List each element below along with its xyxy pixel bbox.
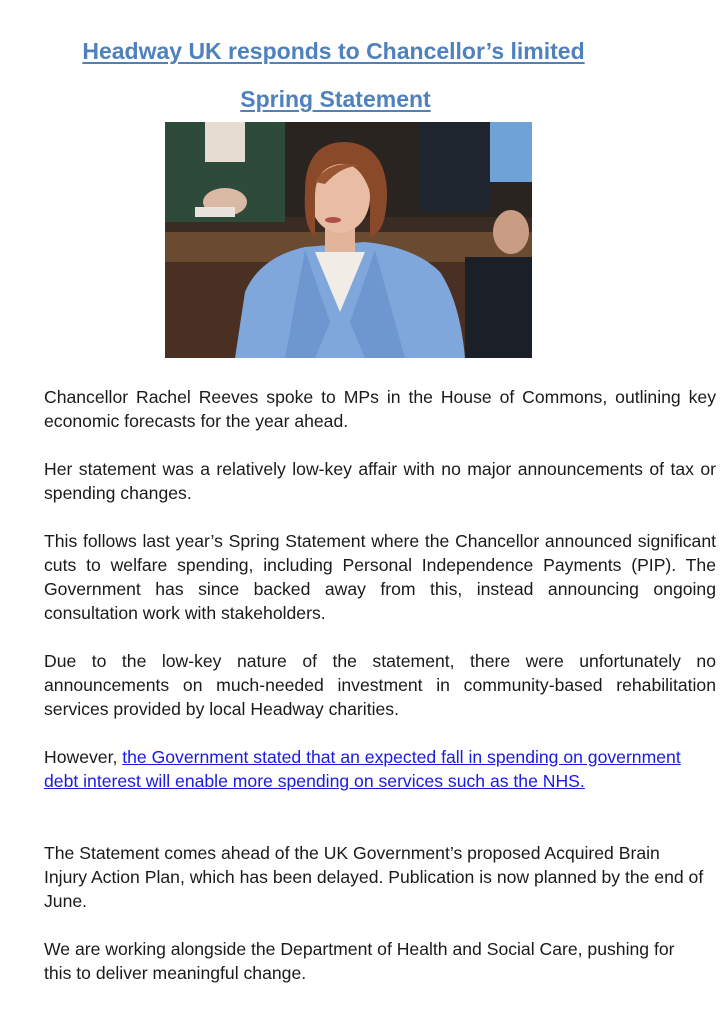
paragraph-7: We are working alongside the Department of Health and Social Care, pushing for this to deliver meaningful change. xyxy=(44,939,675,983)
paragraph-1: Chancellor Rachel Reeves spoke to MPs in the House of Commons, outlining key economic forecasts for the year ahead. xyxy=(44,387,716,431)
paragraph-2: Her statement was a relatively low-key affair with no major announcements of tax or spending changes. xyxy=(44,459,716,503)
article-title-line-2: Spring Statement xyxy=(240,86,431,112)
paragraph-5 xyxy=(44,745,704,793)
paragraph-6: The Statement comes ahead of the UK Government’s proposed Acquired Brain Injury Action Plan, which has been delayed. Publication is now planned by the end of June. xyxy=(44,843,704,911)
chancellor-speaking-photo xyxy=(165,122,532,358)
article-title-line-1: Headway UK responds to Chancellor’s limited xyxy=(82,38,585,64)
paragraph-4: Due to the low-key nature of the statement, there were unfortunately no announcements on much-needed investment in community-based rehabilitation services provided by local Headway charities. xyxy=(44,651,716,719)
paragraph-3: This follows last year’s Spring Statement where the Chancellor announced significant cuts to welfare spending, including Personal Independence Payments (PIP). The Government has since backed away from this, instead announcing ongoing consultation work with stakeholders. xyxy=(44,531,716,623)
paragraph-5-prefix: However, xyxy=(44,747,123,767)
government-statement-link[interactable]: the Government stated that an expected fall in spending on government debt interest will enable more spending on services such as the NHS. xyxy=(44,747,681,791)
